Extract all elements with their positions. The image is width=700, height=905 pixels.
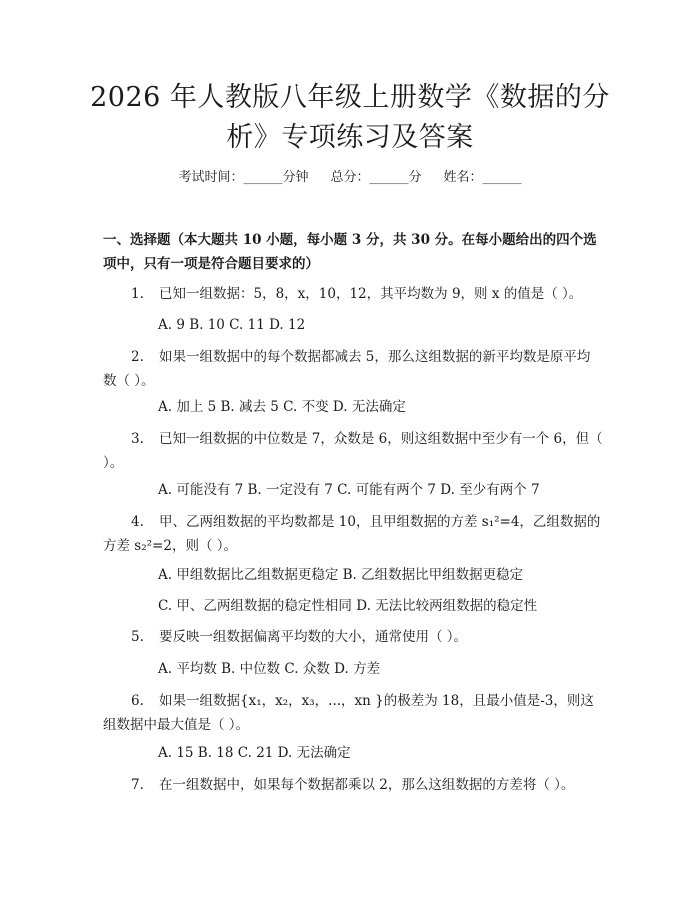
document-title-line1: 2026 年人教版八年级上册数学《数据的分 <box>90 82 610 113</box>
question-text: 已知一组数据的中位数是 7，众数是 6，则这组数据中至少有一个 6，但（ ）。 <box>103 431 603 471</box>
question-number: 6. <box>131 693 144 709</box>
question-text: 如果一组数据中的每个数据都减去 5，那么这组数据的新平均数是原平均数（ ）。 <box>103 349 591 389</box>
question-number: 7. <box>131 777 144 793</box>
exam-name: 姓名：______ <box>443 170 522 185</box>
question-text: 甲、乙两组数据的平均数都是 10，且甲组数据的方差 s₁²=4，乙组数据的方差 s₂²=2，则（ ）。 <box>103 514 601 554</box>
question-5 <box>103 625 603 649</box>
question-number: 4. <box>131 514 144 530</box>
question-text: 要反映一组数据偏离平均数的大小，通常使用（ ）。 <box>159 629 468 645</box>
question-text: 如果一组数据{x₁，x₂，x₃，...，xn }的极差为 18，且最小值是-3，则这组数据中最大值是（ ）。 <box>103 693 594 733</box>
question-number: 1. <box>131 286 144 302</box>
question-number: 3. <box>131 431 144 447</box>
question-7 <box>103 773 603 797</box>
question-text: 在一组数据中，如果每个数据都乘以 2，那么这组数据的方差将（ ）。 <box>159 777 575 793</box>
question-6 <box>103 689 603 737</box>
question-2 <box>103 345 603 393</box>
exam-score: 总分：______分 <box>330 170 422 185</box>
exam-time: 考试时间：______分钟 <box>178 170 309 185</box>
question-2-options: A. 加上 5 B. 减去 5 C. 不变 D. 无法确定 <box>158 399 406 415</box>
question-number: 2. <box>131 349 144 365</box>
question-number: 5. <box>131 629 144 645</box>
question-text: 已知一组数据：5，8，x，10，12，其平均数为 9，则 x 的值是（ ）。 <box>159 286 583 302</box>
question-6-options: A. 15 B. 18 C. 21 D. 无法确定 <box>158 745 351 761</box>
section-title: 一、选择题（本大题共 10 小题，每小题 3 分，共 30 分。在每小题给出的四个选项中，只有一项是符合题目要求的） <box>103 232 597 272</box>
question-4 <box>103 510 603 558</box>
question-4-options-row2: C. 甲、乙两组数据的稳定性相同 D. 无法比较两组数据的稳定性 <box>158 598 538 614</box>
question-3 <box>103 427 603 475</box>
exam-info <box>0 168 700 188</box>
question-4-options-row1: A. 甲组数据比乙组数据更稳定 B. 乙组数据比甲组数据更稳定 <box>158 567 524 583</box>
document-title-line2: 析》专项练习及答案 <box>226 122 474 153</box>
question-1-options: A. 9 B. 10 C. 11 D. 12 <box>158 317 306 333</box>
question-1 <box>103 282 603 306</box>
question-5-options: A. 平均数 B. 中位数 C. 众数 D. 方差 <box>158 661 381 677</box>
question-3-options: A. 可能没有 7 B. 一定没有 7 C. 可能有两个 7 D. 至少有两个 7 <box>158 482 540 498</box>
